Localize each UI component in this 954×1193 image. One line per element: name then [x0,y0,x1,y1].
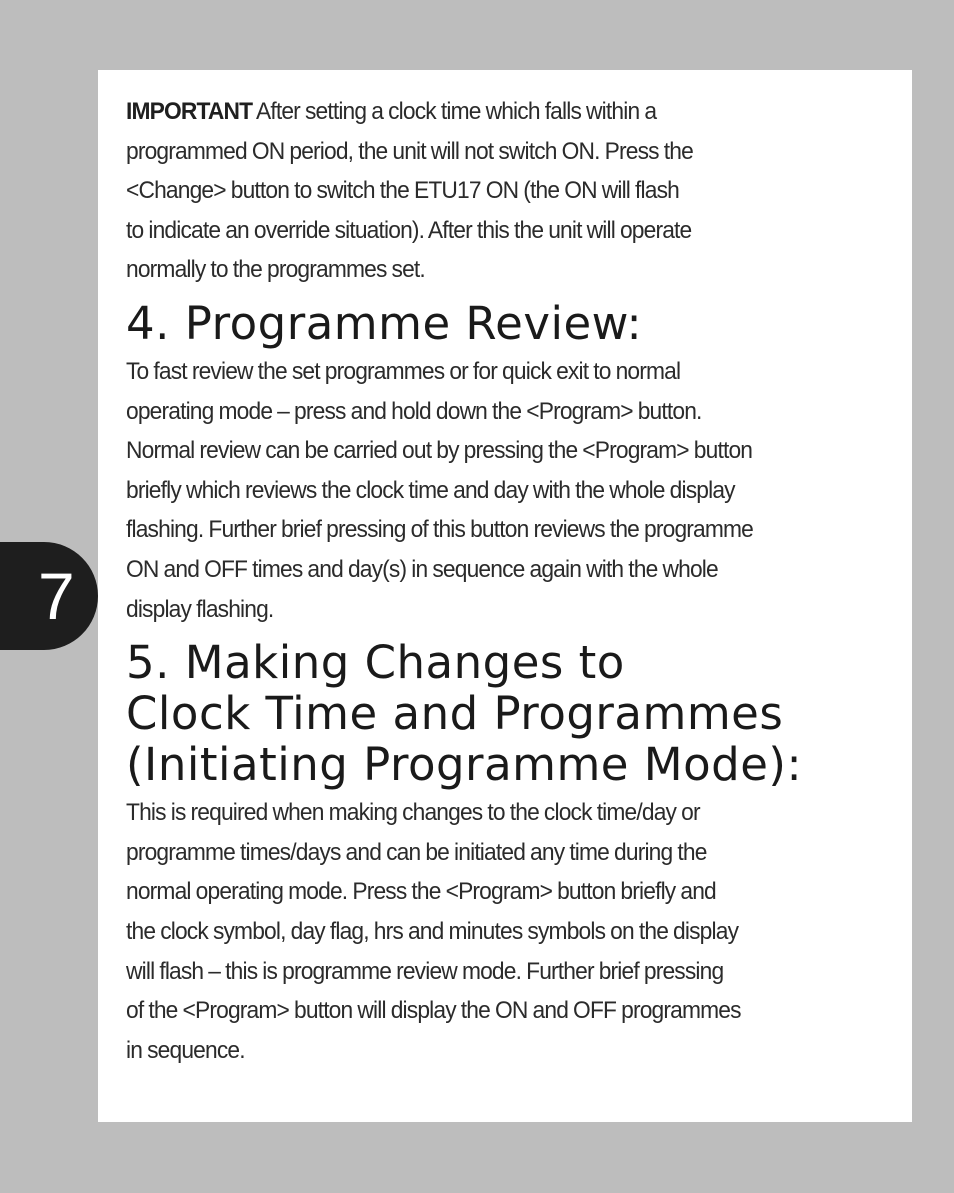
important-paragraph [126,92,903,290]
section-5-heading-line: (Initiating Programme Mode): [126,738,803,792]
section-5-heading-line: 5. Making Changes to [126,636,625,690]
section-4-line: ON and OFF times and day(s) in sequence again with the whole [126,555,718,583]
section-5-line: the clock symbol, day flag, hrs and minutes symbols on the display [126,917,739,945]
section-4-heading-text: 4. Programme Review: [126,296,643,350]
section-4-line: Normal review can be carried out by pressing the <Program> button [126,437,753,465]
section-4-line: flashing. Further brief pressing of this button reviews the programme [126,516,754,544]
section-5-heading-line: Clock Time and Programmes [126,687,784,741]
section-5-line: will flash – this is programme review mode. Further brief pressing [126,957,724,985]
section-4-line: briefly which reviews the clock time and day with the whole display [126,476,735,504]
manual-page [98,70,912,1122]
section-5-line: normal operating mode. Press the <Program> button briefly and [126,878,716,906]
important-text: After setting a clock time which falls within a [252,98,657,125]
page-number: 7 [38,559,75,633]
page-number-tab [0,542,98,650]
important-label: IMPORTANT [126,98,253,125]
section-5-heading [126,637,896,790]
section-4-paragraph [126,352,903,629]
section-5-line: of the <Program> button will display the ON and OFF programmes [126,997,741,1025]
section-4-heading [126,298,896,349]
section-4-line: To fast review the set programmes or for quick exit to normal [126,357,681,385]
section-4-line: display flashing. [126,595,274,623]
section-5-line: in sequence. [126,1036,245,1064]
important-line: normally to the programmes set. [126,256,425,284]
important-line: programmed ON period, the unit will not switch ON. Press the [126,137,693,165]
important-line [126,92,903,132]
section-5-line: This is required when making changes to the clock time/day or [126,799,700,827]
important-line: <Change> button to switch the ETU17 ON (the ON will flash [126,177,680,205]
important-line: to indicate an override situation). After this the unit will operate [126,216,692,244]
page-content [126,92,896,1070]
section-5-paragraph [126,793,903,1070]
section-5-line: programme times/days and can be initiated any time during the [126,838,707,866]
section-4-line: operating mode – press and hold down the <Program> button. [126,397,702,425]
